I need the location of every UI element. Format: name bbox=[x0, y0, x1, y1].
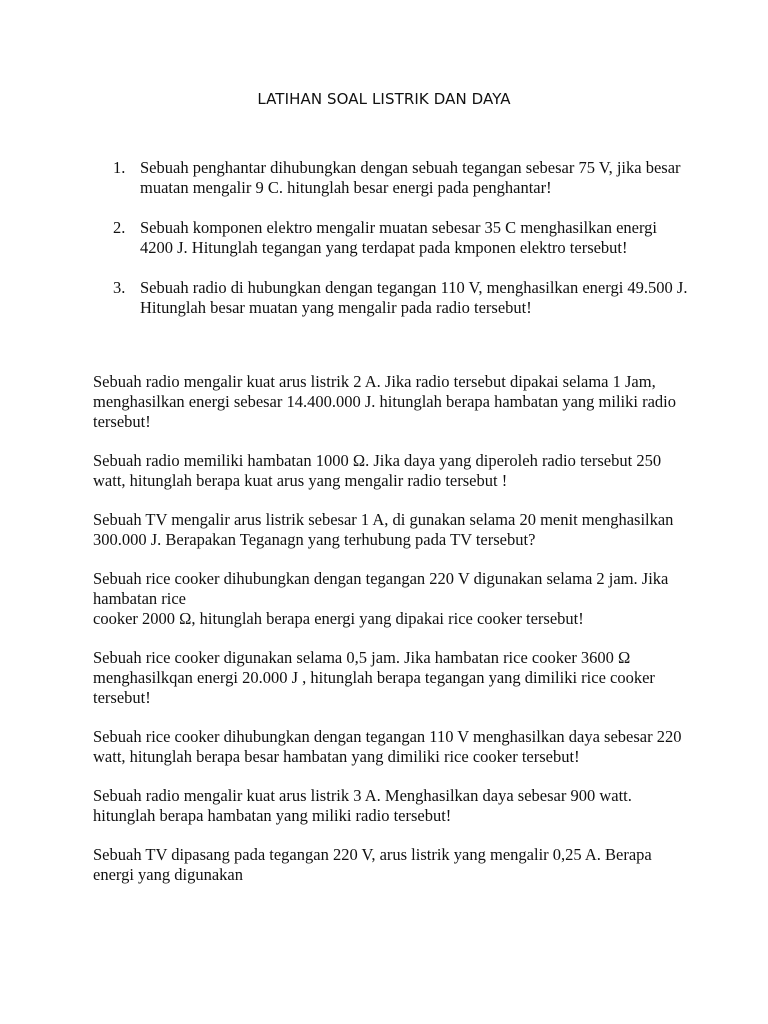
question-paragraph: Sebuah rice cooker digunakan selama 0,5 jam. Jika hambatan rice cooker 3600 Ω menghasilkqan energi 20.000 J , hitunglah berapa tegangan yang dimiliki rice cooker tersebut! bbox=[93, 648, 655, 707]
list-item bbox=[93, 218, 693, 258]
list-item bbox=[93, 158, 693, 198]
list-item bbox=[93, 278, 693, 318]
question-paragraph: Sebuah radio memiliki hambatan 1000 Ω. Jika daya yang diperoleh radio tersebut 250 watt, hitunglah berapa kuat arus yang mengalir radio tersebut ! bbox=[93, 451, 662, 490]
question-paragraph: Sebuah rice cooker dihubungkan dengan tegangan 110 V menghasilkan daya sebesar 220 watt, hitunglah berapa besar hambatan yang dimiliki rice cooker tersebut! bbox=[93, 727, 682, 766]
document-title: LATIHAN SOAL LISTRIK DAN DAYA bbox=[257, 90, 511, 108]
question-paragraph bbox=[93, 569, 693, 629]
list-item-text: Sebuah radio di hubungkan dengan tegangan 110 V, menghasilkan energi 49.500 J. Hitunglah besar muatan yang mengalir pada radio tersebut! bbox=[140, 278, 688, 317]
question-paragraphs bbox=[93, 372, 693, 904]
list-item-text: Sebuah komponen elektro mengalir muatan sebesar 35 C menghasilkan energi 4200 J. Hitunglah tegangan yang terdapat pada kmponen elektro tersebut! bbox=[140, 218, 658, 257]
question-paragraph: Sebuah radio mengalir kuat arus listrik 3 A. Menghasilkan daya sebesar 900 watt. hitunglah berapa hambatan yang miliki radio tersebut! bbox=[93, 786, 632, 825]
question-paragraph: Sebuah radio mengalir kuat arus listrik 2 A. Jika radio tersebut dipakai selama 1 Jam, menghasilkan energi sebesar 14.400.000 J. hitunglah berapa hambatan yang miliki radio tersebut! bbox=[93, 372, 677, 431]
question-paragraph: Sebuah TV dipasang pada tegangan 220 V, arus listrik yang mengalir 0,25 A. Berapa energi yang digunakan bbox=[93, 845, 652, 884]
list-item-number: 2. bbox=[113, 218, 126, 237]
list-item-number: 3. bbox=[113, 278, 126, 297]
list-item-text: Sebuah penghantar dihubungkan dengan sebuah tegangan sebesar 75 V, jika besar muatan mengalir 9 C. hitunglah besar energi pada penghantar! bbox=[140, 158, 681, 197]
numbered-question-list bbox=[93, 158, 693, 338]
paragraph-line: cooker 2000 Ω, hitunglah berapa energi yang dipakai rice cooker tersebut! bbox=[93, 609, 584, 628]
question-paragraph: Sebuah TV mengalir arus listrik sebesar 1 A, di gunakan selama 20 menit menghasilkan 300.000 J. Berapakan Teganagn yang terhubung pada TV tersebut? bbox=[93, 510, 674, 549]
list-item-number: 1. bbox=[113, 158, 126, 177]
paragraph-line: Sebuah rice cooker dihubungkan dengan tegangan 220 V digunakan selama 2 jam. Jika hambatan rice bbox=[93, 569, 669, 608]
